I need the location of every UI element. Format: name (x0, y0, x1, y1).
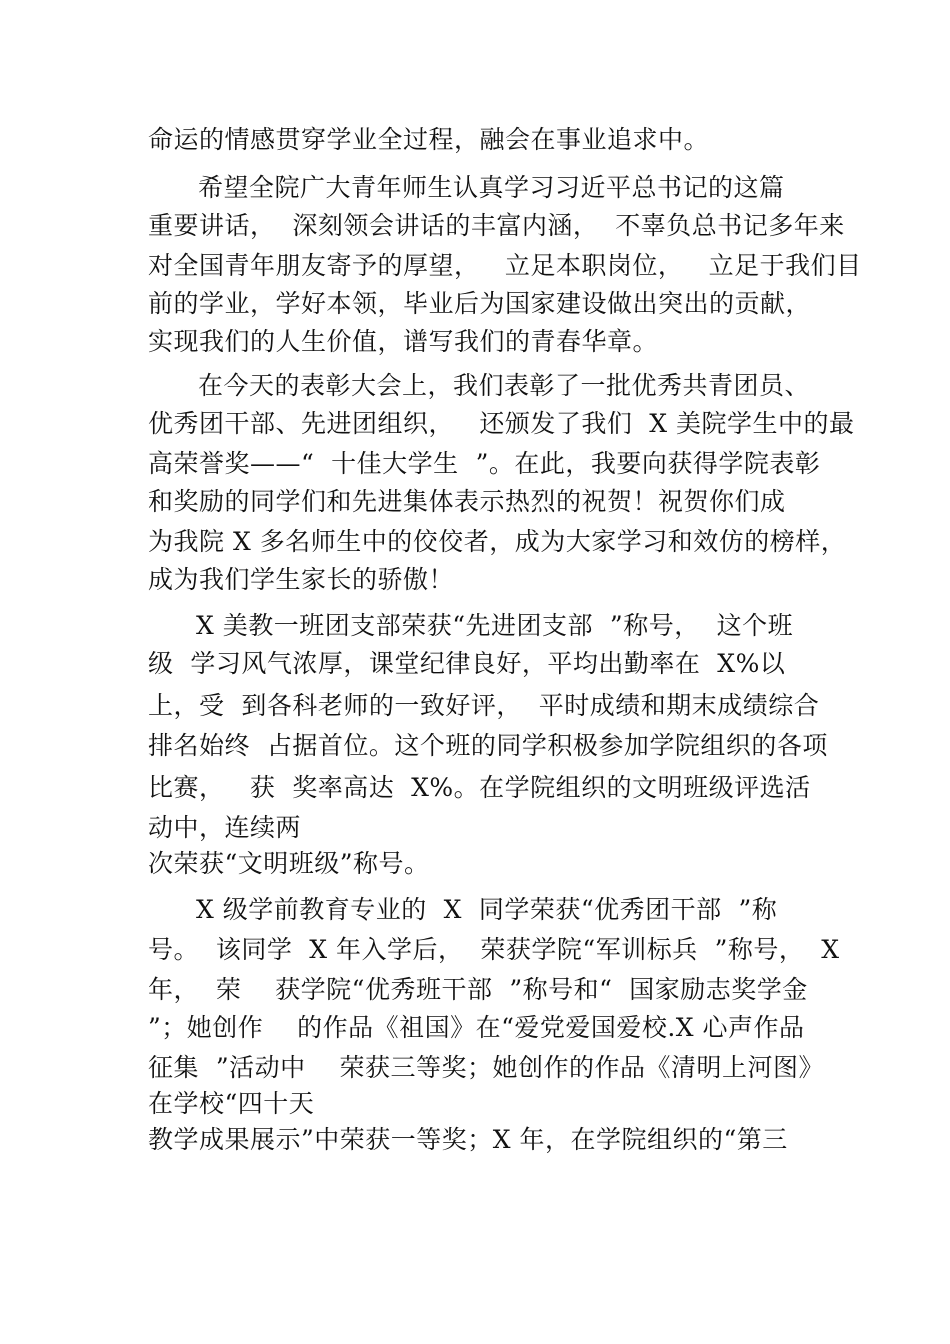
text-line: 次荣获“文明班级”称号。 (148, 849, 430, 878)
text-line: 重要讲话， 深刻领会讲话的丰富内涵， 不辜负总书记多年来 (148, 211, 845, 240)
text-line: 级 学习风气浓厚，课堂纪律良好，平均出勤率在 X%以 (148, 649, 786, 678)
text-line: 在学校“四十天 (148, 1089, 315, 1118)
text-line: 上，受 到各科老师的一致好评， 平时成绩和期末成绩综合 (148, 691, 820, 720)
text-line: 命运的情感贯穿学业全过程，融会在事业追求中。 (148, 125, 710, 154)
text-line: 实现我们的人生价值，谱写我们的青春华章。 (148, 327, 659, 356)
text-line: 成为我们学生家长的骄傲！ (148, 565, 455, 594)
text-line: ”；她创作 的作品《祖国》在“爱党爱国爱校.X 心声作品 (148, 1013, 805, 1042)
text-line: 为我院 X 多名师生中的佼佼者，成为大家学习和效仿的榜样， (148, 527, 847, 556)
text-line: X 级学前教育专业的 X 同学荣获“优秀团干部 ”称 (196, 895, 778, 924)
text-line: 比赛， 获 奖率高达 X%。在学院组织的文明班级评选活 (148, 773, 811, 802)
text-line: 年， 荣 获学院“优秀班干部 ”称号和“ 国家励志奖学金 (148, 975, 808, 1004)
text-line: X 美教一班团支部荣获“先进团支部 ”称号， 这个班 (196, 611, 794, 640)
text-line: 排名始终 占据首位。这个班的同学积极参加学院组织的各项 (148, 731, 828, 760)
text-line: 希望全院广大青年师生认真学习习近平总书记的这篇 (198, 173, 785, 202)
text-line: 号。 该同学 X 年入学后， 荣获学院“军训标兵 ”称号， X (148, 935, 840, 964)
text-line: 优秀团干部、先进团组织， 还颁发了我们 X 美院学生中的最 (148, 409, 855, 438)
text-line: 征集 ”活动中 荣获三等奖；她创作的作品《清明上河图》 (148, 1053, 824, 1082)
text-line: 和奖励的同学们和先进集体表示热烈的祝贺！祝贺你们成 (148, 487, 786, 516)
text-line: 对全国青年朋友寄予的厚望， 立足本职岗位， 立足于我们目 (148, 251, 862, 280)
text-line: 动中，连续两 (148, 813, 302, 842)
text-line: 教学成果展示”中荣获一等奖；X 年，在学院组织的“第三 (148, 1125, 788, 1154)
text-line: 高荣誉奖——“ 十佳大学生 ”。在此，我要向获得学院表彰 (148, 449, 821, 478)
text-line: 在今天的表彰大会上，我们表彰了一批优秀共青团员、 (198, 371, 811, 400)
text-line: 前的学业，学好本领，毕业后为国家建设做出突出的贡献， (148, 289, 812, 318)
